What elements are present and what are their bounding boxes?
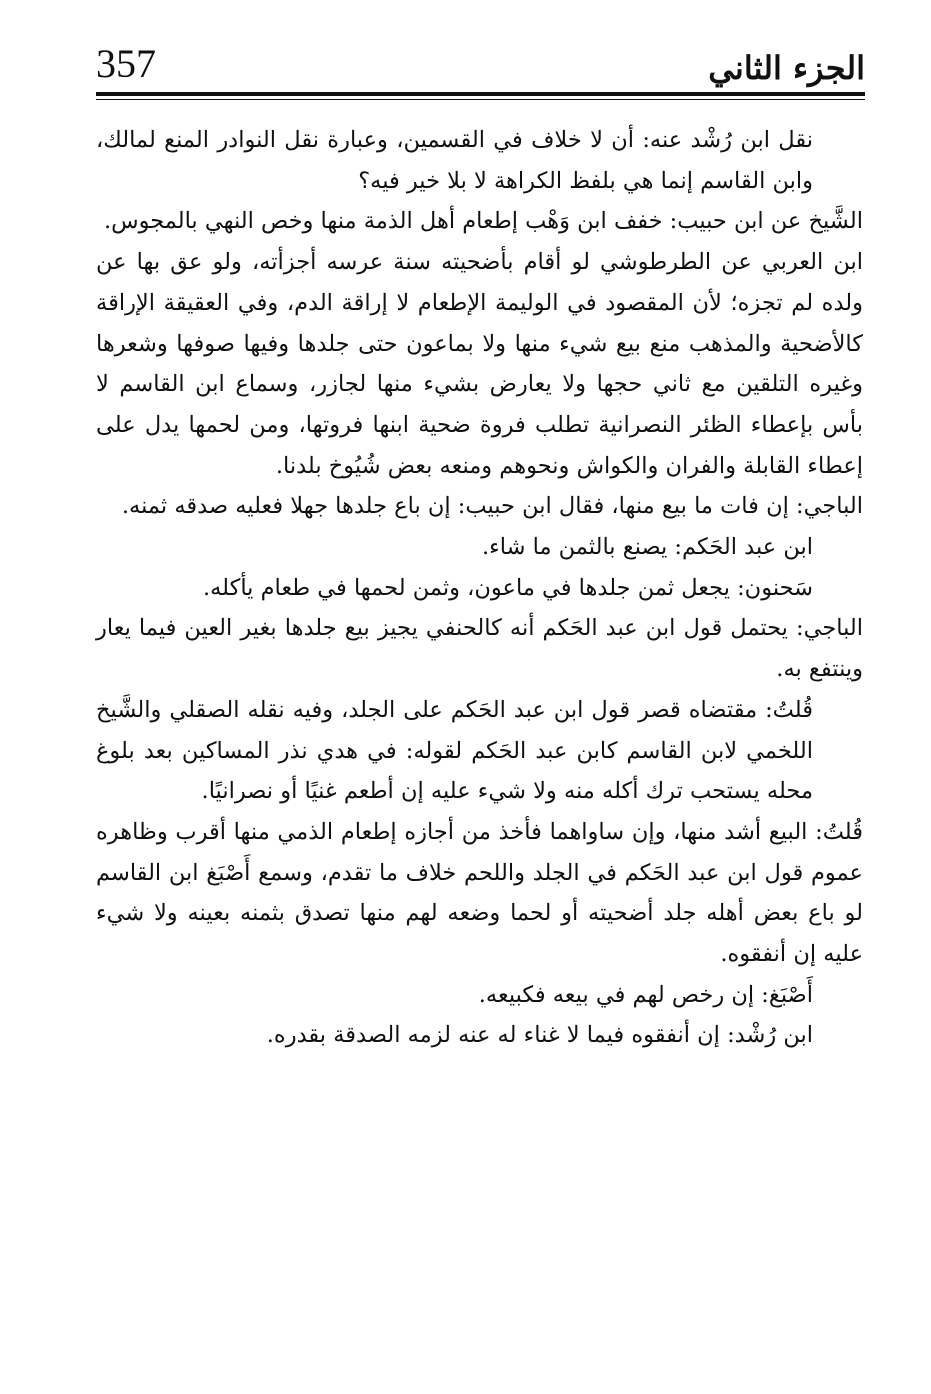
paragraph: الباجي: يحتمل قول ابن عبد الحَكم أنه كالحنفي يجيز بيع جلدها بغير العين فيما يعار وينتفع به. [96, 615, 863, 683]
paragraph: الباجي: إن فات ما بيع منها، فقال ابن حبيب: إن باع جلدها جهلا فعليه صدقه ثمنه. [121, 493, 863, 520]
header-rule-thin [96, 99, 865, 100]
paragraph: سَحنون: يجعل ثمن جلدها في ماعون، وثمن لحمها في طعام يأكله. [202, 574, 813, 601]
paragraph: أَصْبَغ: إن رخص لهم في بيعه فكبيعه. [478, 981, 813, 1008]
body-text [96, 120, 863, 1056]
paragraph: ابن رُشْد: إن أنفقوه فيما لا غناء له عنه لزمه الصدقة بقدره. [266, 1022, 813, 1049]
page-number: 357 [96, 41, 156, 86]
paragraph: قُلتُ: مقتضاه قصر قول ابن عبد الحَكم على الجلد، وفيه نقله الصقلي والشَّيخ اللخمي لابن القاسم كابن عبد الحَكم لقوله: في هدي نذر المساكين بعد بلوغ محله يستحب ترك أكله منه ولا شيء عليه إن أطعم غنيًا أو نصرانيًا. [96, 696, 813, 805]
running-title: الجزء الثاني [708, 49, 865, 87]
paragraph: قُلتُ: البيع أشد منها، وإن ساواهما فأخذ من أجازه إطعام الذمي منها أقرب وظاهره عموم قول ابن عبد الحَكم في الجلد واللحم خلاف ما تقدم، وسمع أَصْبَغ ابن القاسم لو باع بعض أهله جلد أضحيته أو لحما وضعه لهم منها تصدق بثمنه بعينه ولا شيء عليه إن أنفقوه. [96, 818, 863, 968]
paragraph: ابن عبد الحَكم: يصنع بالثمن ما شاء. [482, 534, 813, 561]
paragraph: نقل ابن رُشْد عنه: أن لا خلاف في القسمين، وعبارة نقل النوادر المنع لمالك، وابن القاسم إنما هي بلفظ الكراهة لا بلا خير فيه؟ [96, 127, 813, 194]
page-header [96, 40, 865, 96]
paragraph: ابن العربي عن الطرطوشي لو أقام بأضحيته سنة عرسه أجزأته، ولو عق بها عن ولده لم تجزه؛ لأن المقصود في الوليمة الإطعام لا إراقة الدم، وفي العقيقة الإراقة كالأضحية والمذهب منع بيع شيء منها ولا بماعون حتى جلدها وفيها صوفها وشعرها وغيره التلقين مع ثاني حجها ولا يعارض بشيء منها لجازر، وسماع ابن القاسم لا بأس بإعطاء الظئر النصرانية تطلب فروة ضحية ابنها فروتها، ومن لحمها يدل على إعطاء القابلة والفران والكواش ونحوهم ومنعه بعض شُيُوخ بلدنا. [96, 249, 863, 479]
paragraph: الشَّيخ عن ابن حبيب: خفف ابن وَهْب إطعام أهل الذمة منها وخص النهي بالمجوس. [103, 208, 863, 235]
header-rule-thick [96, 92, 865, 96]
